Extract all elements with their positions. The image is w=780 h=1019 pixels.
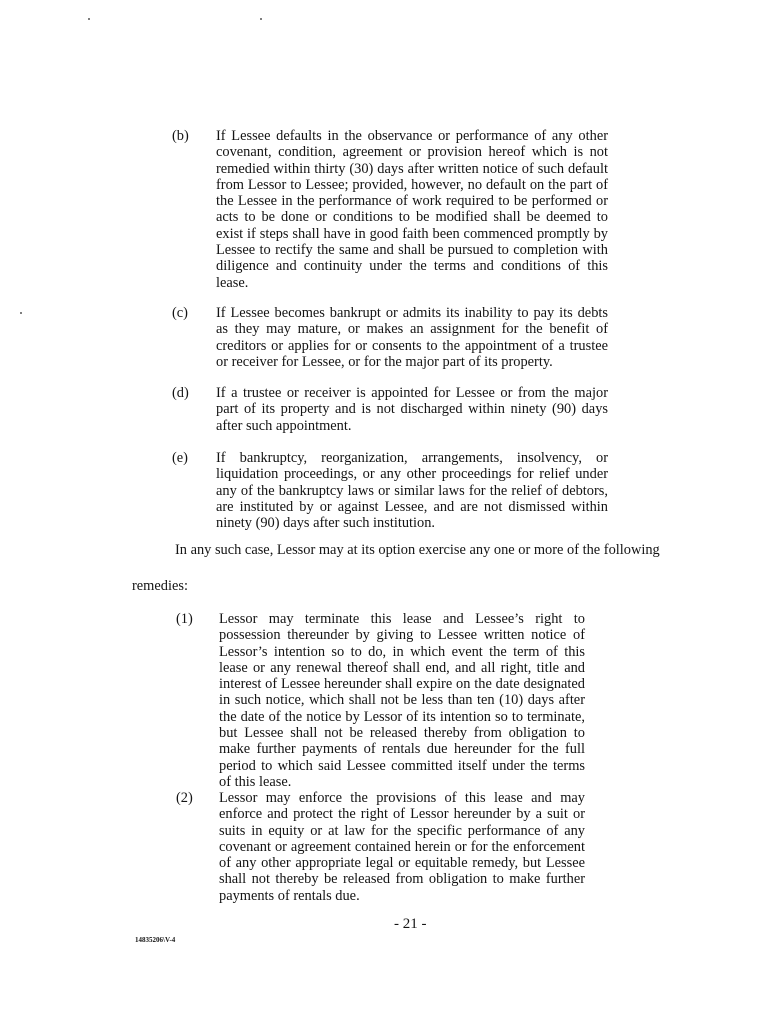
remedy-label: (2) (176, 790, 193, 806)
page-number: - 21 - (394, 916, 427, 932)
remedy-text: Lessor may terminate this lease and Lessee’s right to possession thereunder by giving to Lessee written notice of Lessor’s intention so to do, in which event the term of this lease or any renewal thereof shall end, and all right, title and interest of Lessee hereunder shall expire on the date designated in such notice, which shall not be less than ten (10) days after the date of the notice by Lessor of its intention so to terminate, but Lessee shall not be released thereby from obligation to make further payments of rentals due hereunder for the full period to which said Lessee committed itself under the terms of this lease. (219, 611, 585, 790)
clause-label: (b) (172, 128, 189, 144)
remedy-text: Lessor may enforce the provisions of this lease and may enforce and protect the right of Lessor hereunder by a suit or suits in equity or at law for the specific performance of any covenant or agreement contained herein or for the enforcement of any other appropriate legal or equitable remedy, but Lessee shall not thereby be released from obligation to make further payments of rentals due. (219, 790, 585, 904)
clause-label: (e) (172, 450, 188, 466)
clause-text: If Lessee defaults in the observance or performance of any other covenant, condition, agreement or provision hereof which is not remedied within thirty (30) days after written notice of such default from Lessor to Lessee; provided, however, no default on the part of the Lessee in the performance of work required to be performed or acts to be done or conditions to be modified shall be deemed to exist if steps shall have in good faith been commenced promptly by Lessee to rectify the same and shall be pursued to completion with diligence and continuity under the terms and conditions of this lease. (216, 128, 608, 291)
clause-text: If Lessee becomes bankrupt or admits its inability to pay its debts as they may mature, or makes an assignment for the benefit of creditors or applies for or consents to the appointment of a trustee or receiver for Lessee, or for the major part of its property. (216, 305, 608, 370)
document-id: 14835206\V-4 (135, 936, 176, 944)
scan-speck (260, 18, 262, 20)
remedy-label: (1) (176, 611, 193, 627)
remedies-intro-line-1: In any such case, Lessor may at its option exercise any one or more of the following (175, 542, 660, 558)
scan-speck (20, 312, 22, 314)
clause-label: (d) (172, 385, 189, 401)
remedies-intro-line-2: remedies: (132, 578, 188, 594)
scan-speck (88, 18, 90, 20)
clause-text: If bankruptcy, reorganization, arrangements, insolvency, or liquidation proceedings, or any other proceedings for relief under any of the bankruptcy laws or similar laws for the relief of debtors, are instituted by or against Lessee, and are not dismissed within ninety (90) days after such institution. (216, 450, 608, 532)
clause-text: If a trustee or receiver is appointed for Lessee or from the major part of its property and is not discharged within ninety (90) days after such appointment. (216, 385, 608, 434)
clause-label: (c) (172, 305, 188, 321)
